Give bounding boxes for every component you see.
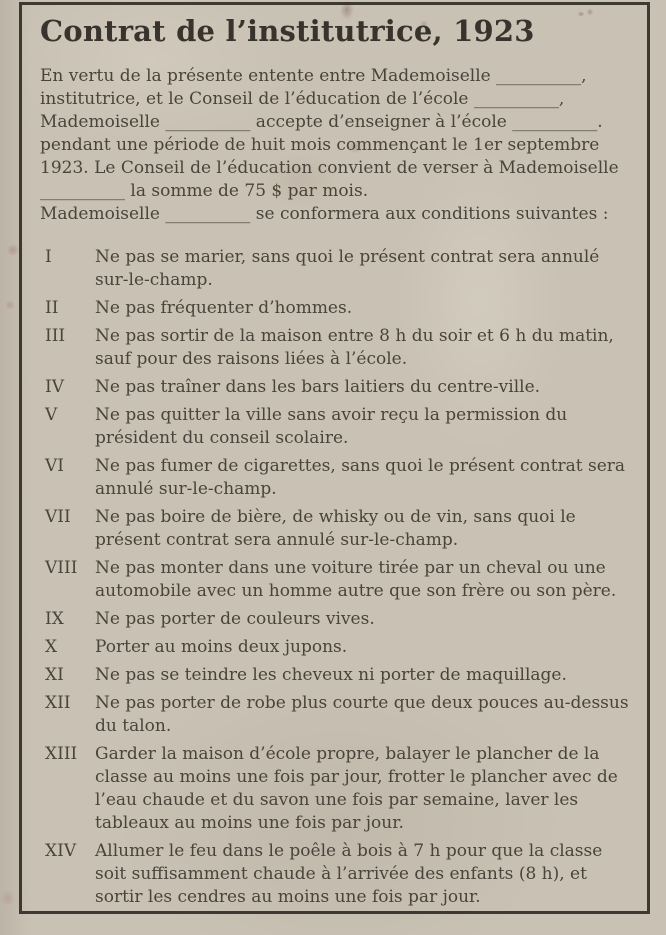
condition-numeral: III [45,326,66,346]
condition-text [95,840,637,909]
condition-item [45,557,637,603]
condition-text [95,404,637,450]
condition-numeral: XII [45,693,71,713]
intro-line: Mademoiselle __________ accepte d’enseigner à l’école __________. [40,112,603,132]
condition-item [45,743,637,835]
condition-numeral: VIII [45,558,78,578]
condition-line: sortir les cendres au moins une fois par jour. [95,887,481,907]
condition-line: Ne pas se teindre les cheveux ni porter de maquillage. [95,665,567,685]
condition-item [45,297,637,320]
condition-line: sauf pour des raisons liées à l’école. [95,349,408,369]
condition-line: Ne pas se marier, sans quoi le présent contrat sera annulé [95,247,600,267]
condition-text [95,608,637,631]
condition-item [45,664,637,687]
condition-text [95,297,637,320]
condition-item [45,636,637,659]
condition-numeral: IV [45,377,64,397]
condition-text [95,376,637,399]
condition-text [95,557,637,603]
condition-line: président du conseil scolaire. [95,428,349,448]
condition-line: Ne pas quitter la ville sans avoir reçu la permission du [95,405,568,425]
condition-numeral: XIII [45,744,78,764]
condition-numeral: V [45,405,58,425]
condition-line: classe au moins une fois par jour, frotter le plancher avec de [95,767,618,787]
condition-item [45,325,637,371]
condition-numeral: XI [45,665,64,685]
condition-line: Ne pas porter de couleurs vives. [95,609,375,629]
condition-text [95,455,637,501]
condition-item [45,455,637,501]
condition-text [95,325,637,371]
condition-line: Ne pas porter de robe plus courte que deux pouces au-dessus [95,693,629,713]
intro-line: Mademoiselle __________ se conformera aux conditions suivantes : [40,204,609,224]
condition-numeral: X [45,637,58,657]
condition-line: automobile avec un homme autre que son frère ou son père. [95,581,617,601]
condition-item [45,692,637,738]
condition-line: Garder la maison d’école propre, balayer le plancher de la [95,744,600,764]
condition-numeral: VI [45,456,64,476]
condition-text [95,692,637,738]
condition-line: Allumer le feu dans le poêle à bois à 7 h pour que la classe [95,841,603,861]
condition-line: l’eau chaude et du savon une fois par semaine, laver les [95,790,579,810]
condition-item [45,840,637,909]
intro-line: pendant une période de huit mois commençant le 1er septembre [40,135,600,155]
intro-line: institutrice, et le Conseil de l’éducation de l’école __________, [40,89,565,109]
condition-line: Ne pas sortir de la maison entre 8 h du soir et 6 h du matin, [95,326,614,346]
condition-line: Ne pas monter dans une voiture tirée par un cheval ou une [95,558,606,578]
document-title: Contrat de l’institutrice, 1923 [40,14,535,48]
intro-line: __________ la somme de 75 $ par mois. [40,181,369,201]
condition-item [45,608,637,631]
condition-line: Ne pas traîner dans les bars laitiers du centre-ville. [95,377,541,397]
condition-line: tableaux au moins une fois par jour. [95,813,404,833]
condition-text [95,246,637,292]
condition-numeral: IX [45,609,64,629]
condition-line: annulé sur-le-champ. [95,479,277,499]
document-frame [19,2,650,914]
intro-paragraph [40,65,637,226]
condition-line: du talon. [95,716,172,736]
condition-line: présent contrat sera annulé sur-le-champ. [95,530,459,550]
condition-line: Ne pas boire de bière, de whisky ou de vin, sans quoi le [95,507,576,527]
condition-numeral: I [45,247,52,267]
condition-text [95,664,637,687]
condition-item [45,506,637,552]
condition-item [45,376,637,399]
condition-item [45,404,637,450]
intro-line: En vertu de la présente entente entre Mademoiselle __________, [40,66,587,86]
condition-numeral: XIV [45,841,77,861]
condition-numeral: VII [45,507,71,527]
condition-numeral: II [45,298,59,318]
intro-line: 1923. Le Conseil de l’éducation convient de verser à Mademoiselle [40,158,619,178]
condition-item [45,246,637,292]
conditions-list [40,246,637,909]
condition-line: Ne pas fréquenter d’hommes. [95,298,353,318]
condition-line: sur-le-champ. [95,270,213,290]
condition-line: Porter au moins deux jupons. [95,637,348,657]
condition-line: Ne pas fumer de cigarettes, sans quoi le présent contrat sera [95,456,626,476]
condition-line: soit suffisamment chaude à l’arrivée des enfants (8 h), et [95,864,587,884]
condition-text [95,506,637,552]
condition-text [95,636,637,659]
condition-text [95,743,637,835]
